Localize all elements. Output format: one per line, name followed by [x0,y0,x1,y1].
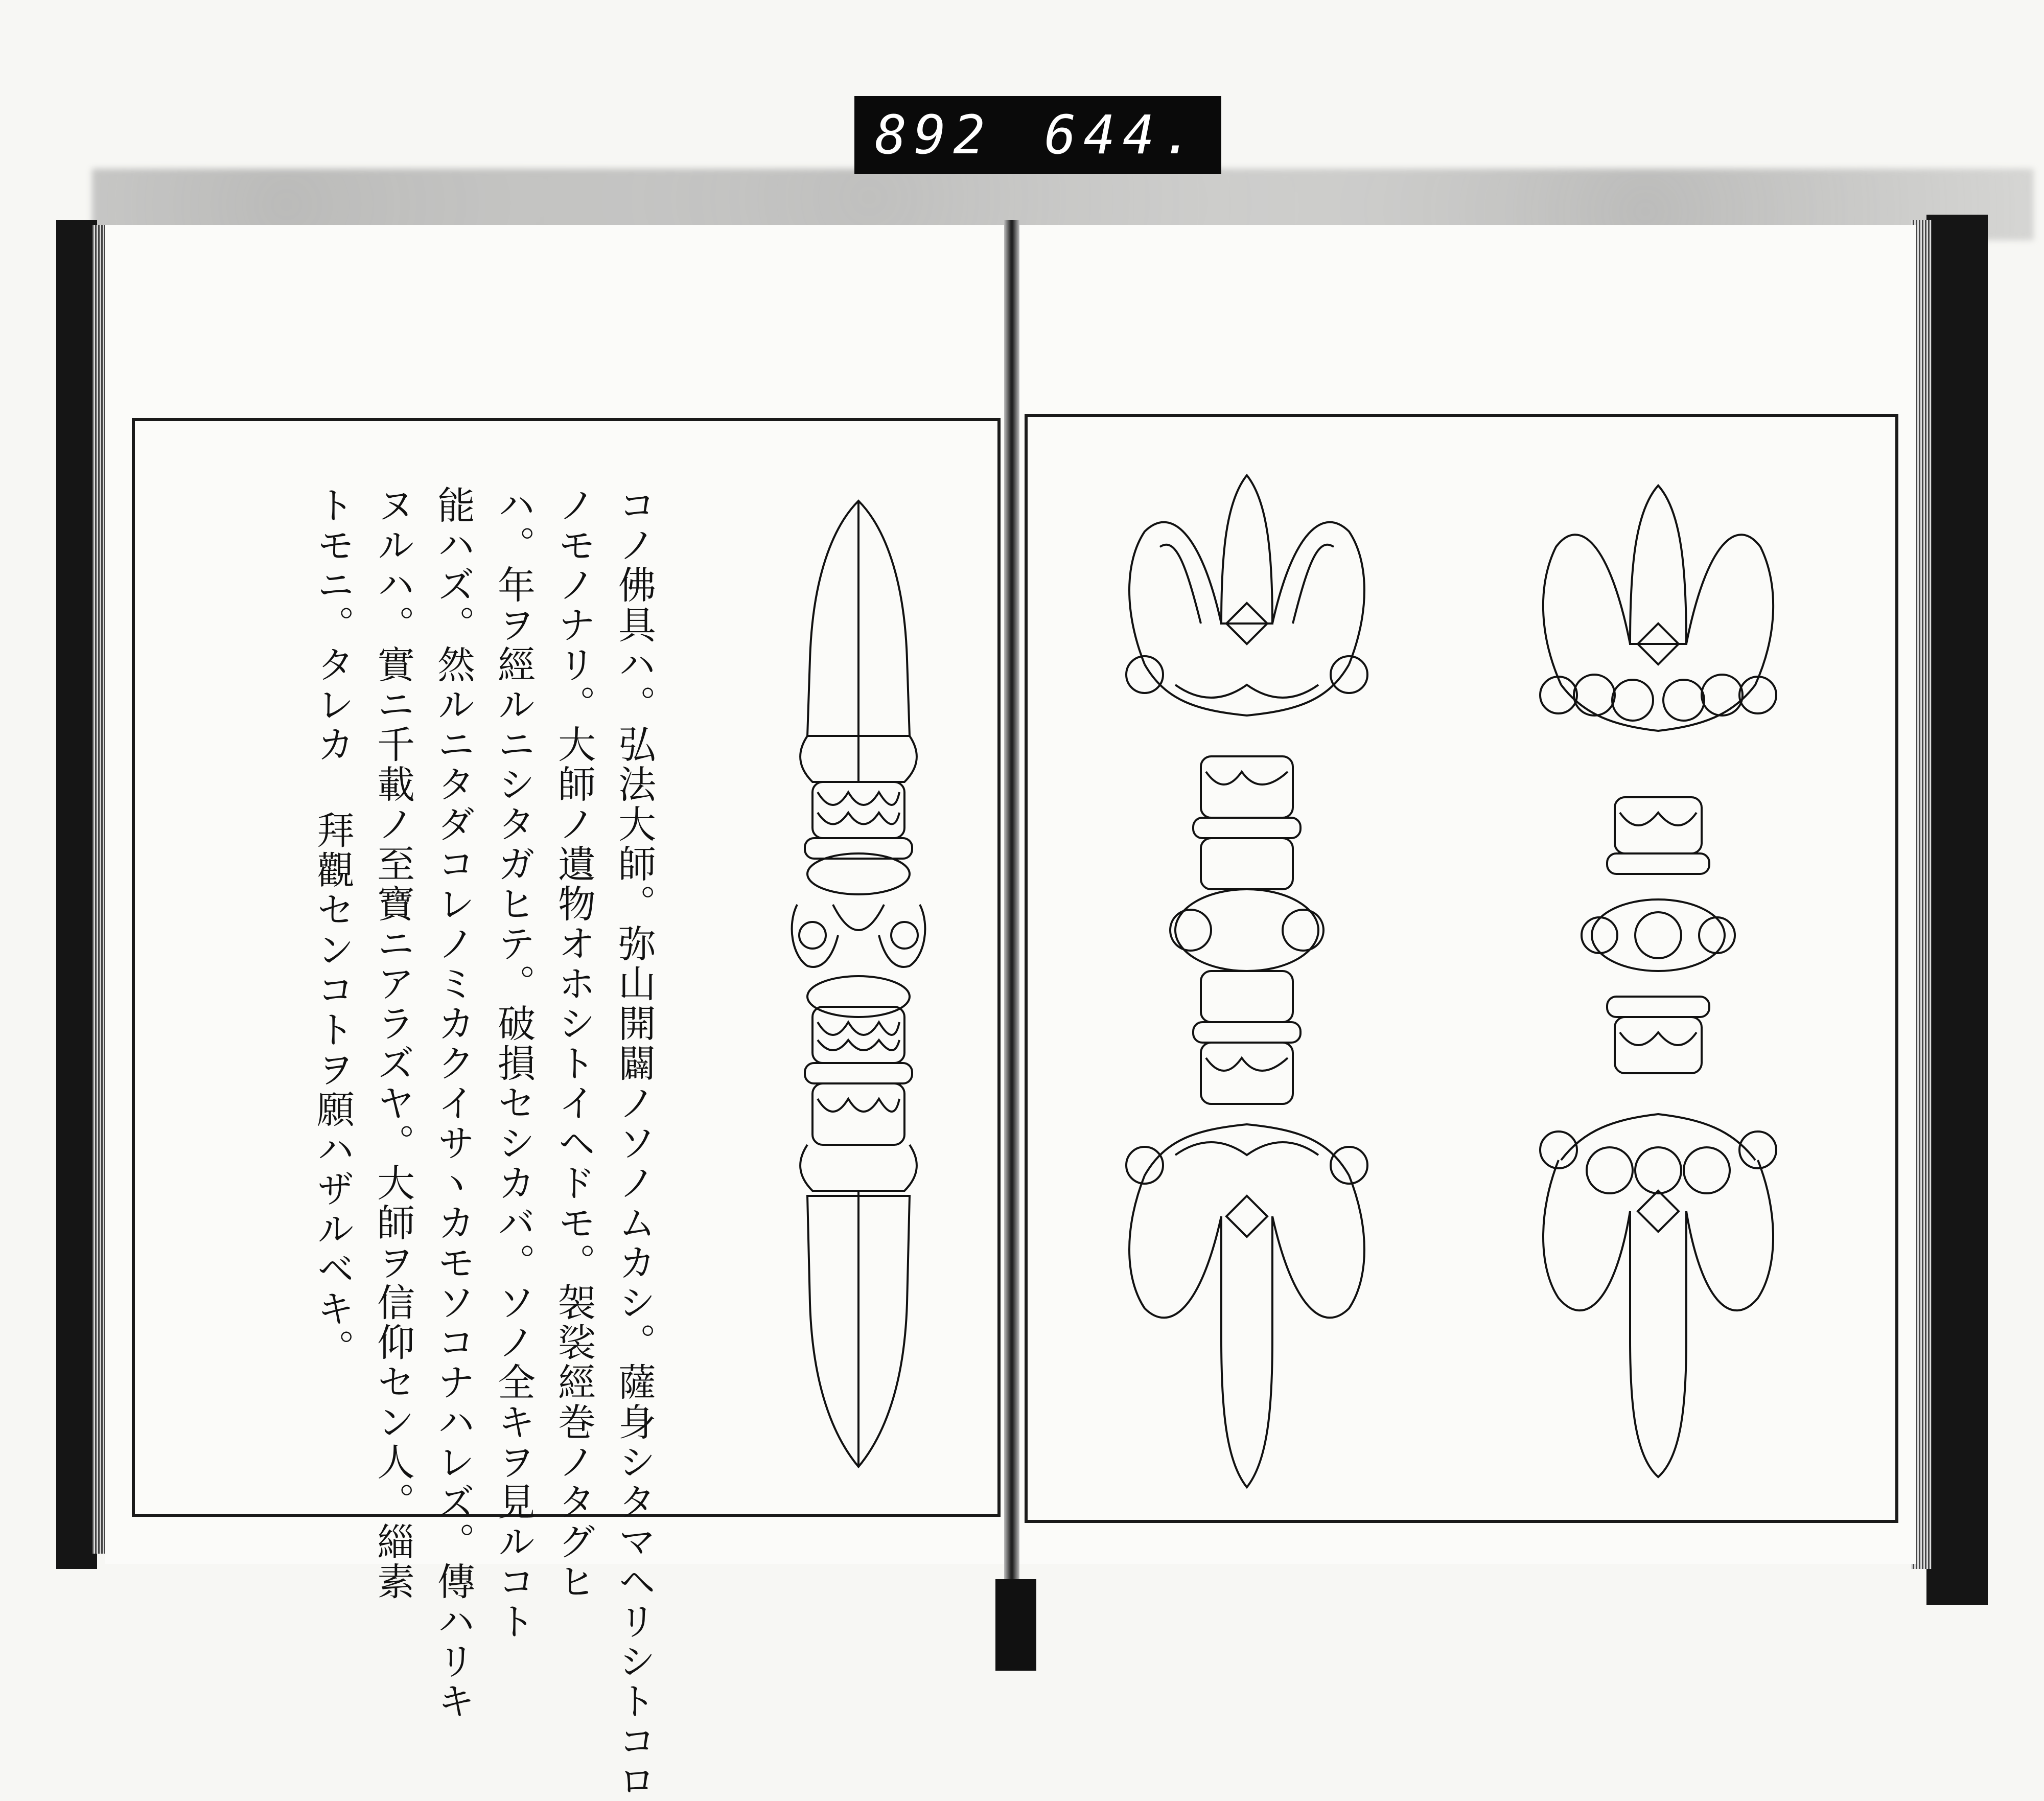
text-column: トモニ。タレカ 拜觀センコトヲ願ハザルベキ。 [311,486,355,1369]
text-column: 能ハズ。然ルニタダコレノミカクイサヽカモソコナハレズ。傳ハリキ [431,486,475,1721]
single-pointed-vajra-illustration [777,496,940,1477]
text-column: コノ佛具ハ。弘法大師。弥山開闢ノソノムカシ。薩身シタマヘリシトコロ [612,486,656,1801]
description-text [240,486,664,1801]
catalog-number-right: 644. [1044,104,1201,166]
book-cover-right [1926,215,1988,1605]
catalog-label [854,96,1221,174]
text-column: ハ。年ヲ經ルニシタガヒテ。破損セシカバ。ソノ全キヲ見ルコト [492,486,536,1642]
book-gutter [1004,220,1019,1661]
five-pointed-vajra-illustration-left [1124,470,1369,1492]
catalog-number-left: 892 [875,104,992,166]
book-cover-left [56,220,97,1569]
text-column: ヌルハ。實ニ千載ノ至寶ニアラズヤ。大師ヲ信仰セン人。緇素 [371,486,415,1602]
text-column: ノモノナリ。大師ノ遺物オホシトイヘドモ。袈裟經巻ノタグヒ [552,486,596,1602]
five-pointed-vajra-illustration-right [1538,480,1778,1482]
gutter-foot [995,1579,1036,1671]
